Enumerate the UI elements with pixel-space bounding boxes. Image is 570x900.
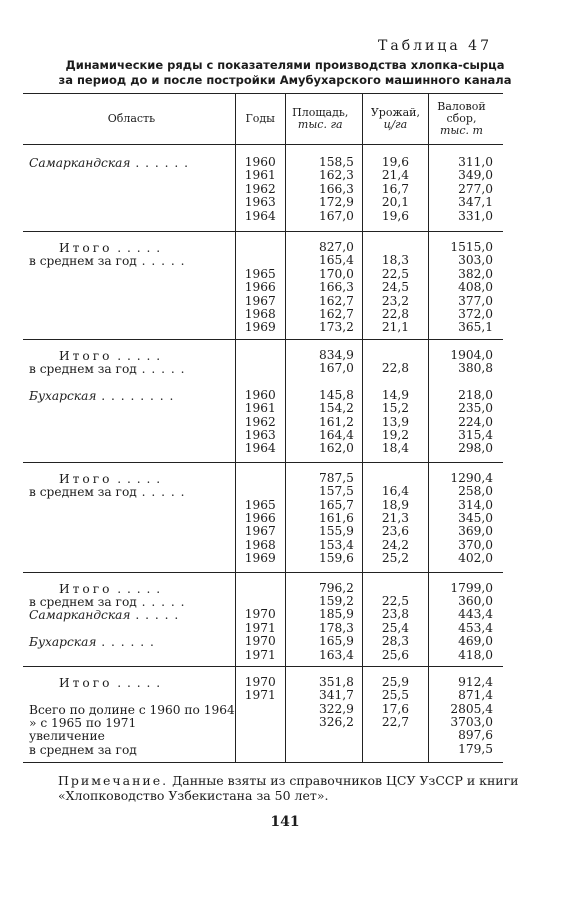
year-cell-value: [236, 349, 285, 362]
yield-cell-value: 21,4: [381, 168, 409, 183]
gross-cell-value: 258,0: [458, 484, 493, 499]
year-cell-value: 1970: [244, 607, 276, 622]
row-label: [29, 595, 235, 608]
yield-cell-value: 18,4: [381, 441, 409, 456]
area-cell-value: 173,2: [319, 320, 354, 335]
area-cell-value: 162,7: [319, 306, 354, 321]
yield-cell-value: 25,4: [381, 620, 409, 635]
area-cell: [285, 666, 362, 762]
gross-cell-value: 303,0: [458, 253, 493, 268]
yield-cell: [362, 666, 428, 762]
area-cell: [285, 462, 362, 572]
table-note: [58, 773, 528, 803]
gross-cell-value: 370,0: [458, 537, 493, 552]
row-label: [29, 485, 235, 498]
row-label-text: Бухарская: [29, 635, 97, 650]
row-label-text: Всего по долине с 1960 по 1964: [29, 702, 235, 717]
area-cell-value: 164,4: [319, 428, 354, 443]
year-cell-value: 1963: [244, 428, 276, 443]
row-label: [29, 582, 235, 595]
leader-dots: . . . . .: [136, 254, 186, 269]
row-label: [29, 241, 235, 254]
row-label-text: в среднем за год: [29, 742, 137, 757]
yield-cell-value: 22,8: [381, 306, 409, 321]
gross-cell-value: 380,8: [458, 361, 493, 376]
area-cell-value: 145,8: [319, 387, 354, 402]
area-cell-value: 162,7: [319, 293, 354, 308]
yield-cell-value: 25,6: [381, 647, 409, 662]
yield-cell: [362, 462, 428, 572]
leader-dots: . . . . .: [112, 348, 162, 363]
row-label: [29, 254, 235, 267]
year-cell-value: 1961: [244, 168, 276, 183]
table-section: [23, 572, 503, 666]
yield-cell-value: 19,6: [381, 208, 409, 223]
row-label: [29, 472, 235, 485]
yield-cell-value: 13,9: [381, 414, 409, 429]
yield-cell-value: 16,4: [381, 484, 409, 499]
gross-cell-value: 369,0: [458, 524, 493, 539]
header-region: Область: [23, 94, 235, 145]
yield-cell-value: [363, 729, 428, 742]
year-cell-value: 1971: [244, 647, 276, 662]
year-cell: [235, 572, 285, 666]
leader-dots: . . . . . .: [130, 156, 189, 170]
gross-cell-value: 235,0: [458, 401, 493, 416]
yield-cell-value: 22,5: [381, 266, 409, 281]
gross-cell: [428, 145, 503, 232]
leader-dots: . . . . . . . .: [96, 388, 175, 403]
year-cell-value: 1966: [244, 280, 276, 295]
leader-dots: . . . . .: [112, 471, 162, 486]
year-cell-value: 1965: [244, 497, 276, 512]
gross-cell-value: 311,0: [458, 155, 493, 169]
area-cell-value: 162,3: [319, 168, 354, 183]
production-table: [23, 93, 503, 763]
yield-cell-value: 22,7: [381, 715, 409, 730]
header-yield: Урожай, ц/га: [362, 94, 428, 145]
gross-cell-value: 315,4: [458, 428, 493, 443]
row-label-text: Итого: [59, 471, 113, 486]
gross-cell-value: 331,0: [458, 208, 493, 223]
gross-cell-value: 408,0: [458, 280, 493, 295]
yield-cell-value: 25,9: [381, 674, 409, 689]
gross-cell-value: 347,1: [458, 195, 493, 210]
row-label-text: » с 1965 по 1971: [29, 716, 137, 731]
table-number: Таблица 47: [378, 38, 492, 54]
area-cell-value: 158,5: [319, 155, 354, 169]
caption-line-1: Динамические ряды с показателями производства хлопка-сырца: [65, 58, 505, 72]
area-cell-value: 341,7: [319, 688, 354, 703]
gross-cell-value: 382,0: [458, 266, 493, 281]
table-section: [23, 462, 503, 572]
area-cell-value: 157,5: [319, 484, 354, 499]
yield-cell-value: [363, 375, 428, 388]
header-years: Годы: [235, 94, 285, 145]
gross-cell-value: 1904,0: [450, 347, 493, 362]
row-label: [29, 689, 235, 702]
yield-cell-value: 18,3: [381, 253, 409, 268]
caption-line-2: за период до и после постройки Амубухарского машинного канала: [58, 73, 512, 87]
area-cell-value: 155,9: [319, 524, 354, 539]
gross-cell-value: 3703,0: [450, 715, 493, 730]
area-cell-value: 185,9: [319, 607, 354, 622]
gross-cell-value: 912,4: [458, 674, 493, 689]
area-cell-value: 153,4: [319, 537, 354, 552]
yield-cell-value: 16,7: [381, 181, 409, 196]
yield-cell-value: 21,1: [381, 320, 409, 335]
area-cell-value: [286, 729, 354, 742]
year-cell-value: 1969: [244, 551, 276, 566]
area-cell-value: [286, 375, 354, 388]
row-label: [29, 676, 235, 689]
area-cell: [285, 231, 362, 339]
leader-dots: . . . . . .: [96, 635, 155, 650]
table-section: [23, 666, 503, 762]
yield-cell-value: 25,2: [381, 551, 409, 566]
area-cell-value: [286, 743, 354, 756]
area-cell: [285, 339, 362, 462]
yield-cell-value: 23,8: [381, 607, 409, 622]
area-cell-value: 154,2: [319, 401, 354, 416]
yield-cell-value: 21,3: [381, 510, 409, 525]
gross-cell-value: 2805,4: [450, 701, 493, 716]
yield-cell-value: 22,5: [381, 593, 409, 608]
year-cell-value: 1969: [244, 320, 276, 335]
row-label: [29, 649, 235, 662]
year-cell-value: 1971: [244, 620, 276, 635]
row-label: [29, 196, 235, 209]
area-cell-value: 159,2: [319, 593, 354, 608]
year-cell-value: [236, 362, 285, 375]
yield-cell-value: 14,9: [381, 387, 409, 402]
row-label-text: Самаркандская: [29, 156, 131, 170]
region-cell: [23, 666, 235, 762]
year-cell-value: [236, 595, 285, 608]
row-label-text: в среднем за год: [29, 485, 137, 500]
area-cell-value: 162,0: [319, 441, 354, 456]
page-number: 141: [270, 814, 300, 830]
gross-cell-value: 402,0: [458, 551, 493, 566]
yield-cell-value: [363, 743, 428, 756]
year-cell-value: [236, 582, 285, 595]
yield-cell-value: 28,3: [381, 634, 409, 649]
row-label: [29, 635, 235, 648]
year-cell-value: 1970: [244, 674, 276, 689]
gross-cell-value: 372,0: [458, 306, 493, 321]
area-cell-value: 326,2: [319, 715, 354, 730]
gross-cell-value: 314,0: [458, 497, 493, 512]
row-label: [29, 375, 235, 388]
area-cell-value: 827,0: [319, 239, 354, 254]
leader-dots: . . . . .: [112, 581, 162, 596]
yield-cell-value: 20,1: [381, 195, 409, 210]
year-cell-value: 1970: [244, 634, 276, 649]
area-cell-value: 351,8: [319, 674, 354, 689]
region-cell: [23, 572, 235, 666]
leader-dots: . . . . .: [136, 594, 186, 609]
area-cell: [285, 145, 362, 232]
area-cell-value: 161,6: [319, 510, 354, 525]
year-cell-value: [236, 485, 285, 498]
year-cell-value: 1962: [244, 181, 276, 196]
yield-cell-value: 19,6: [381, 155, 409, 169]
area-cell: [285, 572, 362, 666]
year-cell-value: 1964: [244, 441, 276, 456]
year-cell-value: 1960: [244, 387, 276, 402]
year-cell-value: 1967: [244, 524, 276, 539]
region-cell: [23, 231, 235, 339]
gross-cell: [428, 666, 503, 762]
gross-cell-value: 298,0: [458, 441, 493, 456]
row-label: [29, 389, 235, 402]
table-caption: [40, 58, 530, 88]
yield-cell: [362, 339, 428, 462]
row-label-text: в среднем за год: [29, 594, 137, 609]
row-label-text: Итого: [59, 581, 113, 596]
gross-cell-value: 1515,0: [450, 239, 493, 254]
area-cell-value: 165,9: [319, 634, 354, 649]
year-cell: [235, 462, 285, 572]
leader-dots: . . . . .: [136, 362, 186, 377]
year-cell-value: [236, 729, 285, 742]
leader-dots: . . . . .: [112, 240, 162, 255]
table-section: [23, 339, 503, 462]
area-cell-value: 796,2: [319, 580, 354, 595]
row-label: [29, 349, 235, 362]
gross-cell: [428, 339, 503, 462]
area-cell-value: 167,0: [319, 361, 354, 376]
gross-cell-value: 1290,4: [450, 470, 493, 485]
year-cell: [235, 231, 285, 339]
year-cell-value: [236, 743, 285, 756]
yield-cell-value: 25,5: [381, 688, 409, 703]
row-label: [29, 362, 235, 375]
row-label-text: Итого: [59, 675, 113, 690]
area-cell-value: 322,9: [319, 701, 354, 716]
gross-cell-value: [429, 375, 493, 388]
row-label: [29, 169, 235, 182]
gross-cell-value: 453,4: [458, 620, 493, 635]
yield-cell-value: [363, 582, 428, 595]
yield-cell-value: 22,8: [381, 361, 409, 376]
gross-cell: [428, 231, 503, 339]
gross-cell-value: 469,0: [458, 634, 493, 649]
year-cell-value: 1961: [244, 401, 276, 416]
leader-dots: . . . . .: [136, 485, 186, 500]
row-label: [29, 622, 235, 635]
year-cell-value: 1971: [244, 688, 276, 703]
year-cell-value: 1963: [244, 195, 276, 210]
gross-cell-value: 897,6: [458, 728, 493, 743]
table-body: [23, 145, 503, 763]
year-cell-value: [236, 703, 285, 716]
gross-cell-value: 218,0: [458, 387, 493, 402]
yield-cell-value: [363, 472, 428, 485]
row-label: [29, 156, 235, 169]
table-header-row: [23, 94, 503, 145]
yield-cell-value: 15,2: [381, 401, 409, 416]
gross-cell-value: 871,4: [458, 688, 493, 703]
yield-cell-value: 23,2: [381, 293, 409, 308]
yield-cell-value: 24,5: [381, 280, 409, 295]
yield-cell-value: 18,9: [381, 497, 409, 512]
region-cell: [23, 339, 235, 462]
year-cell-value: 1960: [244, 155, 276, 169]
yield-cell: [362, 231, 428, 339]
year-cell-value: 1967: [244, 293, 276, 308]
row-label-text: в среднем за год: [29, 254, 137, 269]
area-cell-value: 178,3: [319, 620, 354, 635]
year-cell-value: 1968: [244, 306, 276, 321]
row-label-text: увеличение: [29, 729, 105, 744]
year-cell-value: [236, 716, 285, 729]
row-label: [29, 183, 235, 196]
area-cell-value: 159,6: [319, 551, 354, 566]
year-cell-value: [236, 254, 285, 267]
yield-cell-value: [363, 349, 428, 362]
gross-cell-value: 418,0: [458, 647, 493, 662]
gross-cell-value: 349,0: [458, 168, 493, 183]
row-label-text: Итого: [59, 240, 113, 255]
year-cell-value: [236, 375, 285, 388]
area-cell-value: 165,4: [319, 253, 354, 268]
yield-cell: [362, 572, 428, 666]
note-label: Примечание.: [58, 773, 169, 788]
yield-cell-value: 19,2: [381, 428, 409, 443]
region-cell: [23, 462, 235, 572]
row-label-text: в среднем за год: [29, 362, 137, 377]
area-cell-value: 787,5: [319, 470, 354, 485]
gross-cell: [428, 462, 503, 572]
year-cell: [235, 666, 285, 762]
area-cell-value: 170,0: [319, 266, 354, 281]
row-label: [29, 716, 235, 729]
table-section: [23, 145, 503, 232]
yield-cell-value: 23,6: [381, 524, 409, 539]
area-cell-value: 166,3: [319, 181, 354, 196]
row-label-text: Бухарская: [29, 388, 97, 403]
gross-cell-value: 443,4: [458, 607, 493, 622]
year-cell-value: [236, 472, 285, 485]
gross-cell-value: 365,1: [458, 320, 493, 335]
leader-dots: . . . . .: [130, 608, 180, 623]
year-cell-value: 1968: [244, 537, 276, 552]
gross-cell-value: 345,0: [458, 510, 493, 525]
yield-cell-value: [363, 241, 428, 254]
gross-cell-value: 377,0: [458, 293, 493, 308]
gross-cell-value: 1799,0: [450, 580, 493, 595]
row-label: [29, 210, 235, 223]
table-section: [23, 231, 503, 339]
year-cell-value: 1966: [244, 510, 276, 525]
gross-cell-value: 360,0: [458, 593, 493, 608]
gross-cell-value: 224,0: [458, 414, 493, 429]
header-gross: Валовой сбор, тыс. т: [428, 94, 503, 145]
year-cell: [235, 339, 285, 462]
row-label-text: Итого: [59, 348, 113, 363]
yield-cell-value: 17,6: [381, 701, 409, 716]
year-cell-value: 1965: [244, 266, 276, 281]
header-area: Площадь, тыс. га: [285, 94, 362, 145]
area-cell-value: 167,0: [319, 208, 354, 223]
area-cell-value: 166,3: [319, 280, 354, 295]
row-label-text: Самаркандская: [29, 608, 131, 623]
year-cell-value: [236, 241, 285, 254]
year-cell-value: 1964: [244, 208, 276, 223]
yield-cell-value: 24,2: [381, 537, 409, 552]
gross-cell-value: 277,0: [458, 181, 493, 196]
area-cell-value: 172,9: [319, 195, 354, 210]
note-text: Данные взяты из справочников ЦСУ УзССР и книги «Хлопководство Узбекистана за 50 лет».: [58, 773, 519, 803]
area-cell-value: 834,9: [319, 347, 354, 362]
row-label: [29, 703, 235, 716]
year-cell: [235, 145, 285, 232]
area-cell-value: 163,4: [319, 647, 354, 662]
region-cell: [23, 145, 235, 232]
row-label: [29, 608, 235, 621]
area-cell-value: 165,7: [319, 497, 354, 512]
yield-cell: [362, 145, 428, 232]
row-label: [29, 743, 235, 756]
gross-cell-value: 179,5: [458, 741, 493, 756]
area-cell-value: 161,2: [319, 414, 354, 429]
leader-dots: . . . . .: [112, 675, 162, 690]
year-cell-value: 1962: [244, 414, 276, 429]
row-label: [29, 729, 235, 742]
gross-cell: [428, 572, 503, 666]
